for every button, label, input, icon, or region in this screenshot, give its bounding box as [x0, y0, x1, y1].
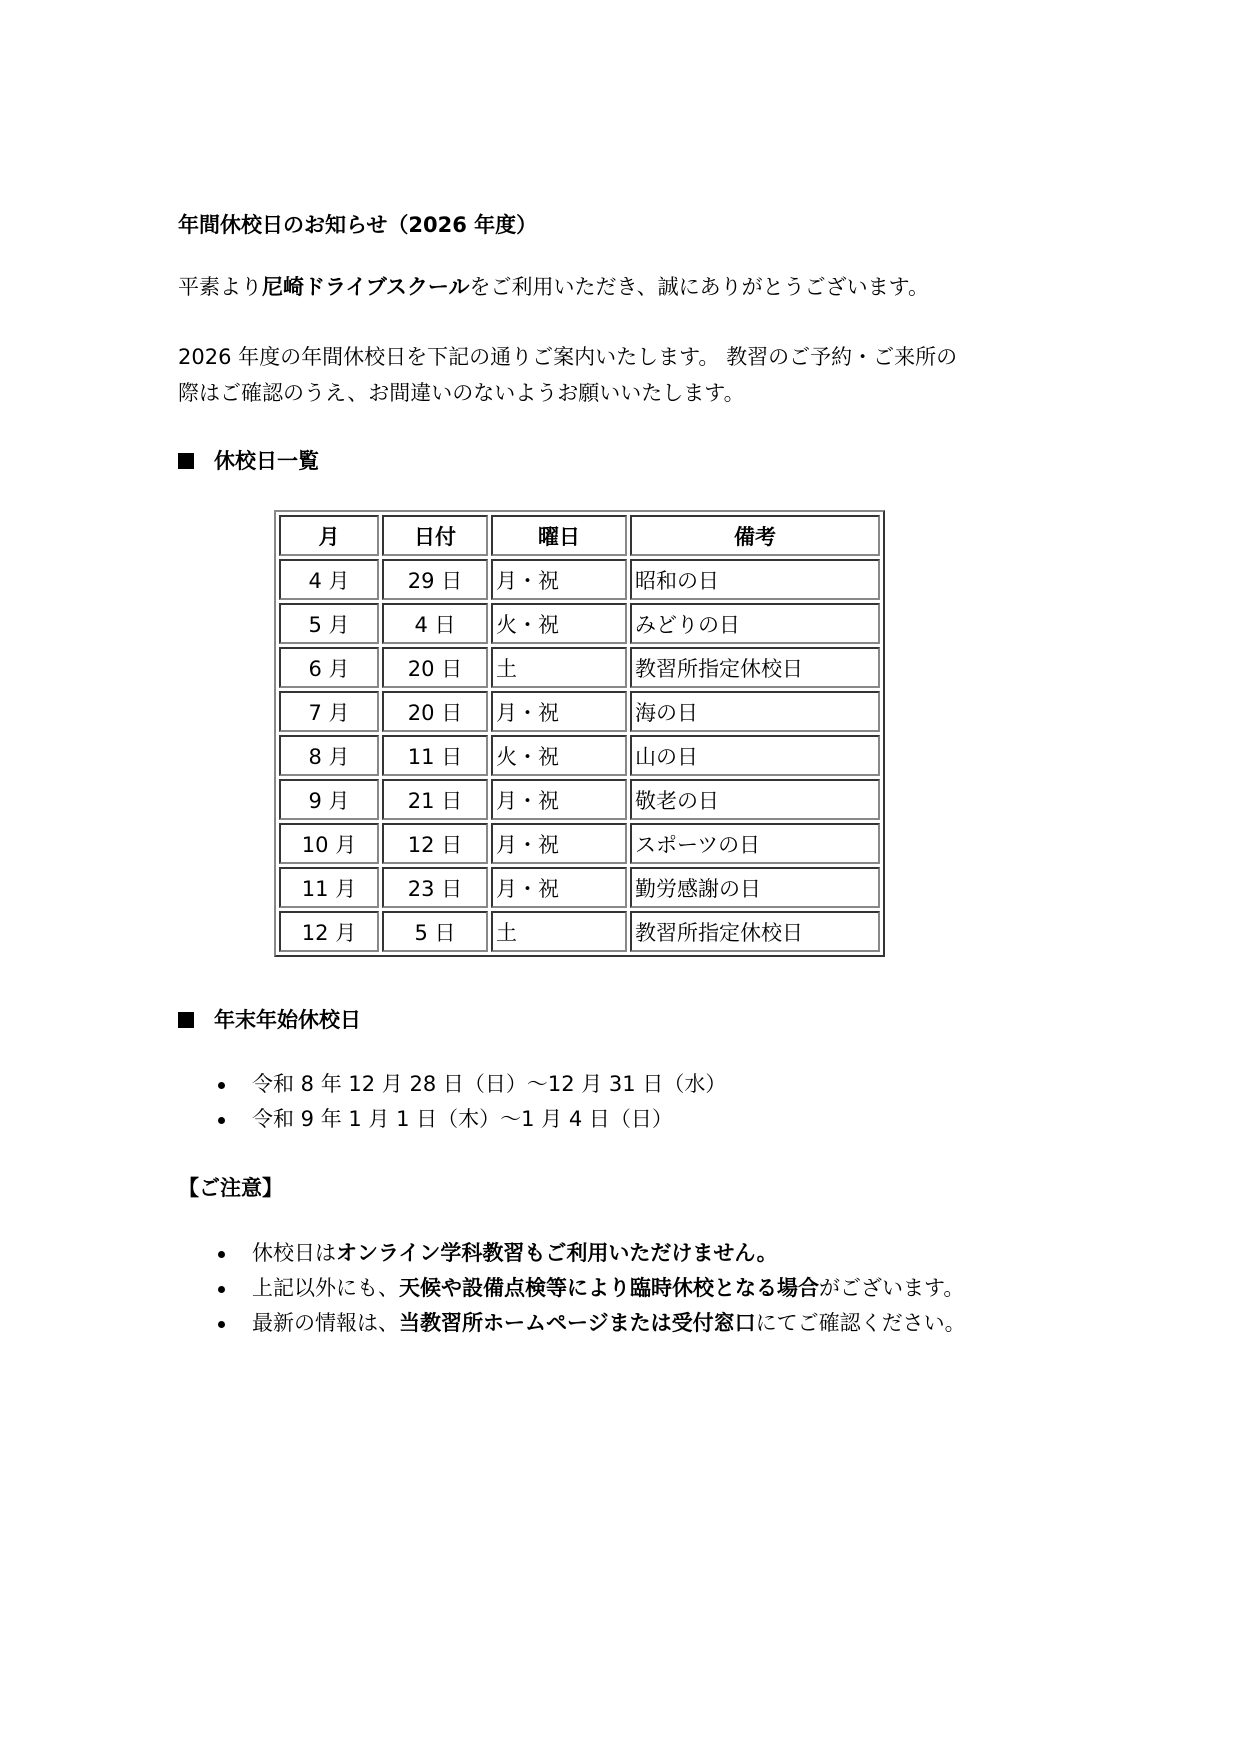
cell-date: 4 日: [382, 603, 488, 644]
cell-weekday: 月・祝: [491, 823, 627, 864]
cell-weekday: 土: [491, 647, 627, 688]
cell-month: 7 月: [279, 691, 379, 732]
square-bullet-icon: [178, 453, 194, 469]
cell-weekday: 月・祝: [491, 779, 627, 820]
cell-remarks: 海の日: [630, 691, 880, 732]
cell-month: 11 月: [279, 867, 379, 908]
col-header-month: 月: [279, 515, 379, 556]
table-row: [279, 867, 880, 908]
cell-remarks: 昭和の日: [630, 559, 880, 600]
table-row: [279, 735, 880, 776]
col-header-weekday: 曜日: [491, 515, 627, 556]
cell-month: 5 月: [279, 603, 379, 644]
cell-remarks: みどりの日: [630, 603, 880, 644]
document-title: 年間休校日のお知らせ（2026 年度）: [178, 213, 538, 237]
table-row: [279, 647, 880, 688]
note-text: 休校日は: [252, 1241, 336, 1265]
cell-month: 10 月: [279, 823, 379, 864]
table-row: [279, 779, 880, 820]
note-text: 最新の情報は、: [252, 1311, 399, 1335]
school-name: 尼崎ドライブスクール: [262, 275, 470, 299]
note-emphasis: 当教習所ホームページまたは受付窓口: [399, 1311, 756, 1335]
newyear-list: [218, 1067, 726, 1137]
table-header-row: [279, 515, 880, 556]
cell-month: 9 月: [279, 779, 379, 820]
cell-date: 11 日: [382, 735, 488, 776]
cell-month: 4 月: [279, 559, 379, 600]
col-header-remarks: 備考: [630, 515, 880, 556]
cell-remarks: 敬老の日: [630, 779, 880, 820]
table-row: [279, 911, 880, 952]
list-item: 令和 9 年 1 月 1 日（木）～1 月 4 日（日）: [218, 1102, 726, 1137]
newyear-heading-text: 年末年始休校日: [214, 1008, 361, 1032]
newyear-heading: [178, 1005, 361, 1035]
intro-line-2: 際はご確認のうえ、お間違いのないようお願いいたします。: [178, 381, 745, 405]
notes-heading: 【ご注意】: [178, 1176, 283, 1200]
square-bullet-icon: [178, 1012, 194, 1028]
cell-remarks: スポーツの日: [630, 823, 880, 864]
note-text: 上記以外にも、: [252, 1276, 399, 1300]
cell-remarks: 勤労感謝の日: [630, 867, 880, 908]
cell-remarks: 教習所指定休校日: [630, 911, 880, 952]
cell-date: 23 日: [382, 867, 488, 908]
cell-remarks: 教習所指定休校日: [630, 647, 880, 688]
greeting-post: をご利用いただき、誠にありがとうございます。: [469, 275, 929, 299]
cell-date: 20 日: [382, 691, 488, 732]
greeting-paragraph: [178, 272, 929, 302]
list-item: [218, 1236, 966, 1271]
cell-weekday: 月・祝: [491, 559, 627, 600]
cell-weekday: 月・祝: [491, 691, 627, 732]
cell-weekday: 月・祝: [491, 867, 627, 908]
cell-month: 12 月: [279, 911, 379, 952]
cell-date: 5 日: [382, 911, 488, 952]
note-emphasis: オンライン学科教習もご利用いただけません。: [336, 1241, 778, 1265]
cell-date: 29 日: [382, 559, 488, 600]
note-text: がございます。: [819, 1276, 965, 1300]
holiday-table: [274, 510, 885, 957]
cell-weekday: 土: [491, 911, 627, 952]
cell-date: 12 日: [382, 823, 488, 864]
table-row: [279, 603, 880, 644]
notes-list: [218, 1236, 966, 1341]
intro-line-1: 2026 年度の年間休校日を下記の通りご案内いたします。 教習のご予約・ご来所の: [178, 345, 958, 369]
table-row: [279, 823, 880, 864]
list-item: [218, 1306, 966, 1341]
cell-date: 20 日: [382, 647, 488, 688]
holiday-list-heading: [178, 446, 319, 476]
list-item: [218, 1271, 966, 1306]
note-text: にてご確認ください。: [755, 1311, 966, 1335]
list-item: 令和 8 年 12 月 28 日（日）～12 月 31 日（水）: [218, 1067, 726, 1102]
cell-weekday: 火・祝: [491, 603, 627, 644]
holiday-list-heading-text: 休校日一覧: [214, 449, 319, 473]
greeting-pre: 平素より: [178, 275, 262, 299]
table-row: [279, 691, 880, 732]
cell-weekday: 火・祝: [491, 735, 627, 776]
col-header-date: 日付: [382, 515, 488, 556]
note-emphasis: 天候や設備点検等により臨時休校となる場合: [399, 1276, 819, 1300]
cell-date: 21 日: [382, 779, 488, 820]
cell-month: 6 月: [279, 647, 379, 688]
cell-remarks: 山の日: [630, 735, 880, 776]
cell-month: 8 月: [279, 735, 379, 776]
table-row: [279, 559, 880, 600]
